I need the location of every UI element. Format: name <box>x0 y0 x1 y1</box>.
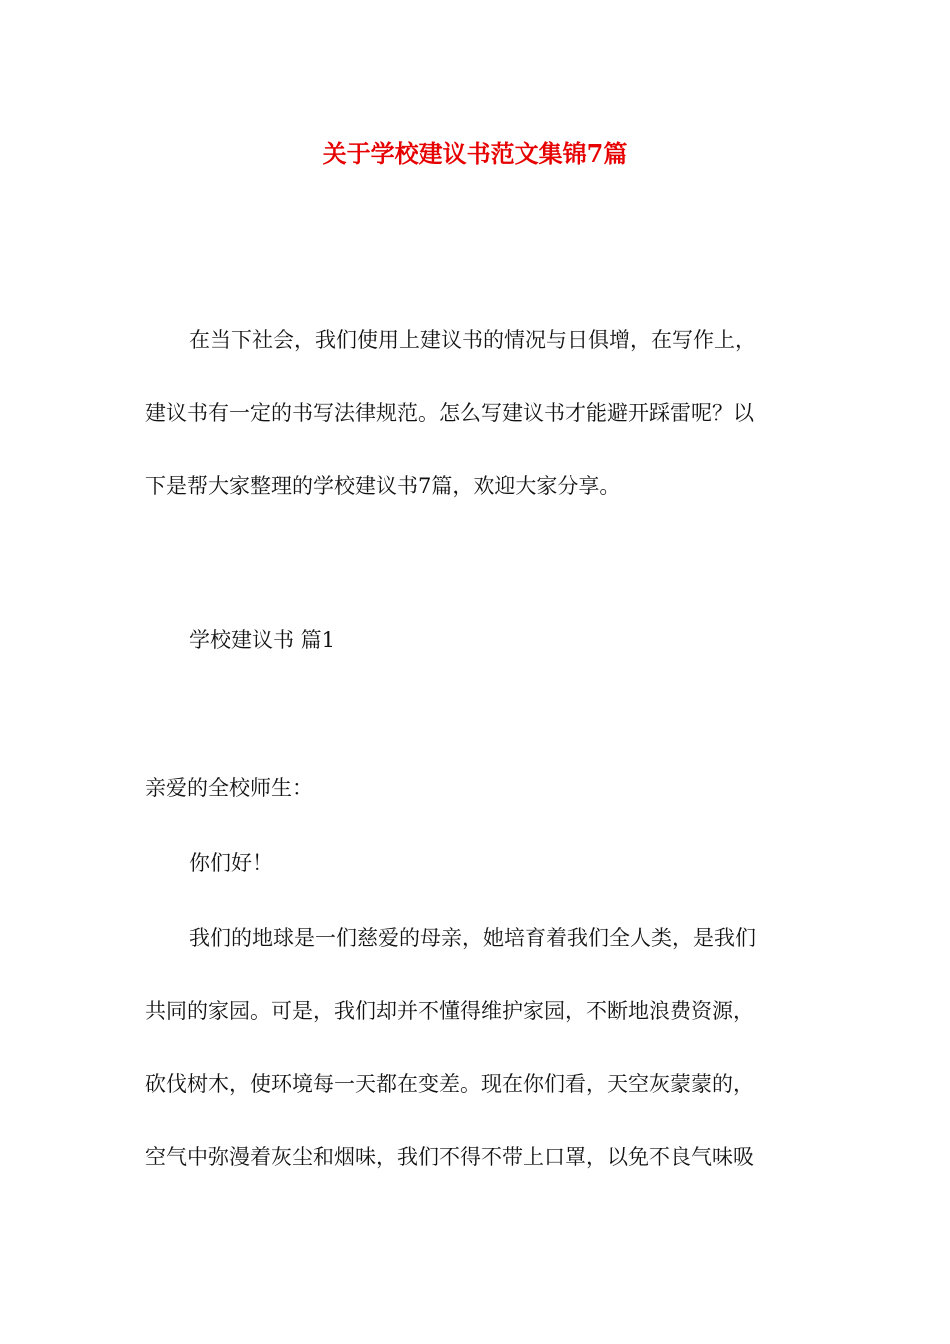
body-line: 我们的地球是一们慈爱的母亲，她培育着我们全人类，是我们 <box>189 926 756 950</box>
body-line: 空气中弥漫着灰尘和烟味，我们不得不带上口罩，以免不良气味吸 <box>145 1145 754 1169</box>
body-line: 共同的家园。可是，我们却并不懂得维护家园，不断地浪费资源， <box>145 999 754 1023</box>
body-line: 砍伐树木，使环境每一天都在变差。现在你们看，天空灰蒙蒙的， <box>145 1072 754 1096</box>
salutation: 亲爱的全校师生： <box>145 776 313 800</box>
intro-line: 在当下社会，我们使用上建议书的情况与日俱增，在写作上， <box>189 328 756 352</box>
intro-line: 下是帮大家整理的学校建议书7篇，欢迎大家分享。 <box>145 474 621 498</box>
intro-line: 建议书有一定的书写法律规范。怎么写建议书才能避开踩雷呢？以 <box>145 401 754 425</box>
document-title: 关于学校建议书范文集锦7篇 <box>322 139 628 168</box>
section-heading: 学校建议书 篇1 <box>189 628 336 652</box>
greeting: 你们好！ <box>189 851 273 875</box>
